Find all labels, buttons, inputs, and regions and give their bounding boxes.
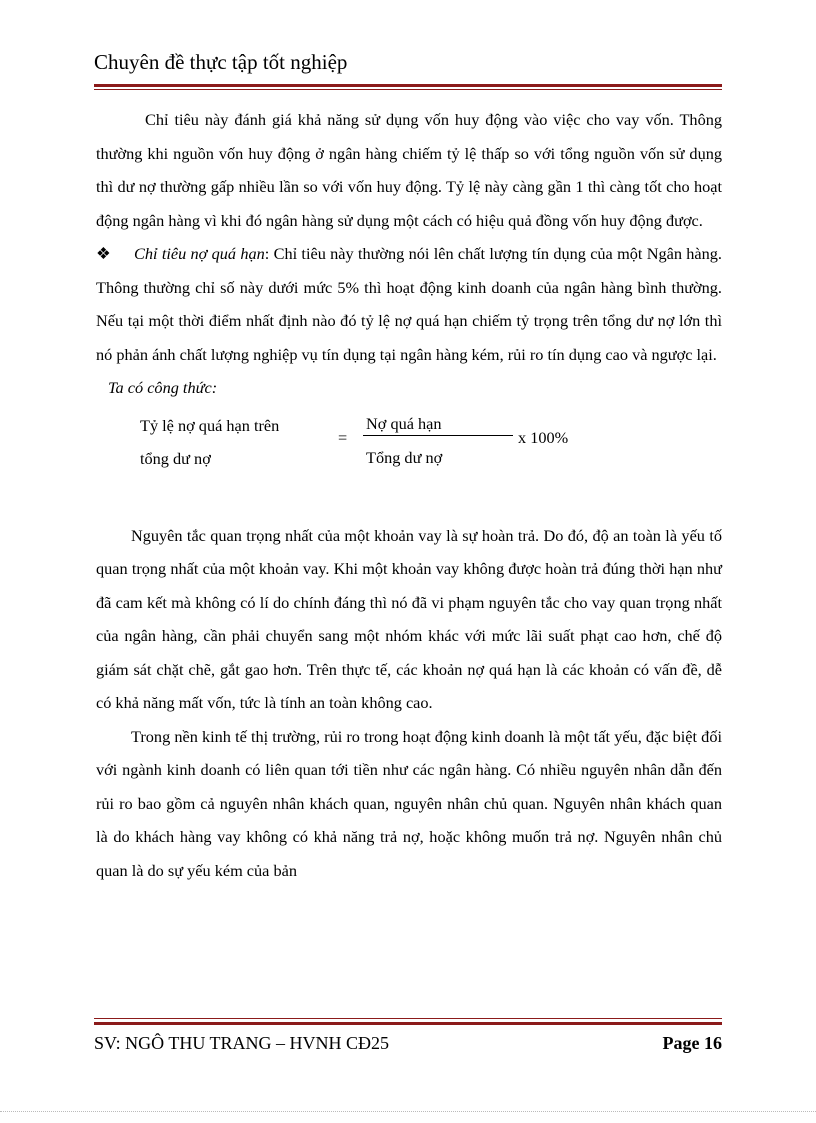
paragraph-market-risk: Trong nền kinh tế thị trường, rủi ro trong hoạt động kinh doanh là một tất yếu, đặc biệt đối với ngành kinh doanh có liên quan tới tiền như các ngân hàng. Có nhiều nguyên nhân dẫn đến rủi ro bao gồm cả nguyên nhân khách quan, nguyên nhân chủ quan. Nguyên nhân khách quan là do khách hàng vay không có khả năng trả nợ, hoặc không muốn trả nợ. Nguyên nhân chủ quan là do sự yếu kém của bản — [96, 726, 722, 880]
bullet-text: : Chỉ tiêu này thường nói lên chất lượng tín dụng của một Ngân hàng. Thông thường chỉ số này dưới mức 5% thì hoạt động kinh doanh của ngân hàng bình thường. Nếu tại một thời điểm nhất định nào đó tỷ lệ nợ quá hạn chiếm tỷ trọng trên tổng dư nợ lớn thì nó phản ánh chất lượng nghiệp vụ tín dụng tại ngân hàng kém, rủi ro tín dụng cao và ngược lại. — [96, 244, 722, 364]
formula-multiplier: x 100% — [518, 427, 569, 447]
footer-rule-thick — [94, 1022, 722, 1025]
bullet-overdue-debt — [96, 237, 722, 371]
page-number: Page 16 — [662, 1033, 722, 1053]
document-body — [96, 103, 722, 887]
formula-fraction-bar — [363, 435, 513, 436]
header-rule-thin — [94, 89, 722, 90]
formula-denominator: Tổng dư nợ — [366, 447, 443, 467]
formula-left-line1: Tỷ lệ nợ quá hạn trên — [140, 415, 280, 435]
formula-spacer — [96, 475, 722, 519]
formula-overdue-ratio — [96, 409, 722, 475]
header-rule-thick — [94, 84, 722, 87]
diamond-bullet-icon: ❖ — [96, 244, 111, 263]
formula-left-line2: tổng dư nợ — [140, 448, 211, 468]
bullet-term: Chỉ tiêu nợ quá hạn — [134, 244, 265, 263]
formula-numerator: Nợ quá hạn — [366, 413, 442, 433]
formula-equals: = — [338, 427, 348, 447]
paragraph-usage-ratio: Chỉ tiêu này đánh giá khả năng sử dụng vốn huy động vào việc cho vay vốn. Thông thường khi nguồn vốn huy động ở ngân hàng chiếm tỷ lệ thấp so với tổng nguồn vốn sử dụng thì dư nợ thường gấp nhiều lần so với vốn huy động. Tỷ lệ này càng gần 1 thì càng tốt cho hoạt động ngân hàng vì khi đó ngân hàng sử dụng một cách có hiệu quả đồng vốn huy động được. — [96, 110, 722, 230]
footer-rule-thin — [94, 1018, 722, 1019]
page-bottom-dotted-border — [0, 1111, 816, 1112]
formula-intro: Ta có công thức: — [108, 378, 218, 397]
paragraph-repayment-principle: Nguyên tắc quan trọng nhất của một khoản vay là sự hoàn trả. Do đó, độ an toàn là yếu tố quan trọng nhất của một khoản vay. Khi một khoản vay không được hoàn trả đúng thời hạn như đã cam kết mà không có lí do chính đáng thì nó đã vi phạm nguyên tắc cho vay quan trọng nhất của ngân hàng, cần phải chuyển sang một nhóm khác với mức lãi suất phạt cao hơn, chế độ giám sát chặt chẽ, gắt gao hơn. Trên thực tế, các khoản nợ quá hạn là các khoản có vấn đề, dễ có khả năng mất vốn, tức là tính an toàn không cao. — [96, 525, 722, 712]
footer-author: SV: NGÔ THU TRANG – HVNH CĐ25 — [94, 1033, 390, 1053]
page-header-title: Chuyên đề thực tập tốt nghiệp — [94, 50, 348, 74]
